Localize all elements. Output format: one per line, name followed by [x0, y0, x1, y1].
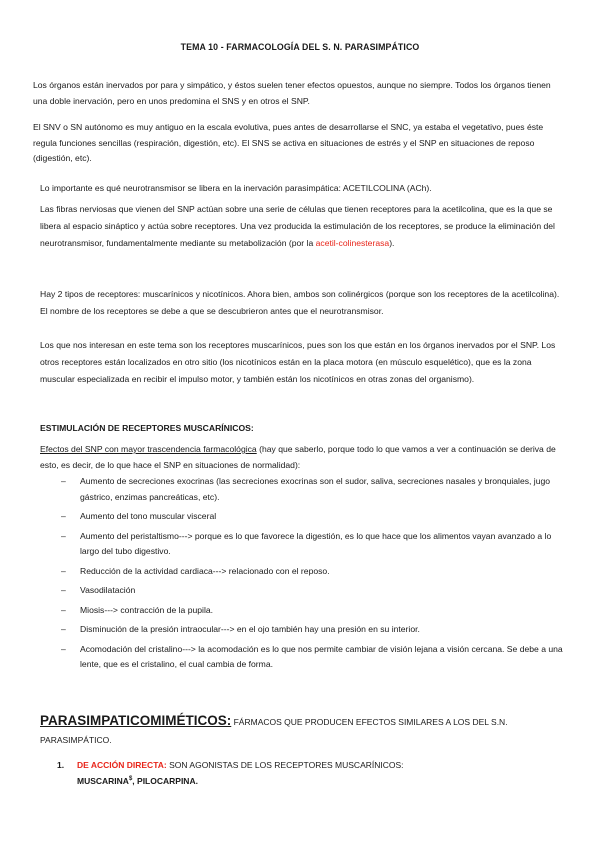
- list-item-text: Disminución de la presión intraocular---> en el ojo también hay una presión en su interior.: [80, 624, 420, 634]
- item-number: 1.: [57, 760, 65, 770]
- neurotransmitter-text-end: ).: [389, 238, 395, 248]
- effects-list: [40, 474, 565, 677]
- direct-action-text: SON AGONISTAS DE LOS RECEPTORES MUSCARÍNICOS:: [166, 760, 404, 770]
- list-item-text: Reducción de la actividad cardiaca---> relacionado con el reposo.: [80, 565, 330, 576]
- list-item: [40, 583, 565, 599]
- list-item: [40, 603, 565, 619]
- stimulation-intro: [40, 441, 565, 473]
- dash-bullet: –: [61, 643, 66, 654]
- dash-bullet: –: [61, 565, 66, 576]
- list-item-text: Miosis---> contracción de la pupila.: [80, 604, 214, 615]
- intro-paragraph-2: El SNV o SN autónomo es muy antiguo en la escala evolutiva, pues antes de desarrollarse el SNC, ya estaba el vegetativo, pues éste regula funciones sencillas (respiración, digestión, etc). El SNS se activa en situaciones de estrés y el SNP en situaciones de reposo (digestión, etc).: [33, 122, 544, 163]
- list-item: [40, 474, 565, 505]
- receptors-paragraph-2: Los que nos interesan en este tema son los receptores muscarínicos, pues son los que están en los órganos inervados por el SNP. Los otros receptores están localizados en otro sitio (los nicotínicos están en la placa motora (en músculo esquelético), que es la zona muscular especializada en recibir el impulso motor, y también están los nicotínicos en otras zonas del organismo).: [40, 340, 556, 384]
- enzyme-highlight: acetil-colinesterasa: [315, 238, 390, 248]
- list-item: [40, 564, 565, 580]
- dash-bullet: –: [61, 511, 66, 521]
- list-item: [40, 622, 565, 638]
- list-item: [40, 642, 565, 673]
- list-item-text: Vasodilatación: [80, 585, 136, 595]
- list-item-text: Acomodación del cristalino---> la acomodación es lo que nos permite cambiar de visión lejana a visión cercana. Se debe a una lente, que es el cristalino, el cual cambia de forma.: [80, 643, 563, 669]
- direct-action-label: DE ACCIÓN DIRECTA:: [77, 760, 167, 770]
- dash-bullet: –: [61, 585, 66, 595]
- page-title: TEMA 10 - FARMACOLOGÍA DEL S. N. PARASIMPÁTICO: [180, 42, 420, 52]
- neurotransmitter-paragraph-1: Lo importante es qué neurotransmisor se libera en la inervación parasimpática: ACETILCOLINA (ACh).: [40, 183, 432, 193]
- drug-superscript: $: [128, 776, 133, 783]
- parasympathomimetic-heading: [40, 712, 570, 749]
- list-item: [40, 529, 565, 560]
- list-item: [40, 509, 565, 525]
- parasympathomimetic-title: PARASIMPATICOMIMÉTICOS:: [40, 713, 232, 728]
- numbered-item-direct-action: [57, 757, 557, 789]
- dash-bullet: –: [61, 476, 66, 486]
- dash-bullet: –: [61, 530, 66, 541]
- drug-pilocarpina: , PILOCARPINA.: [132, 776, 198, 786]
- list-item-text: Aumento del peristaltismo---> porque es lo que favorece la digestión, es lo que hace que los alimentos vayan avanzado a lo largo del tubo digestivo.: [80, 530, 552, 556]
- effects-underlined: Efectos del SNP con mayor trascendencia farmacológica: [40, 444, 257, 454]
- list-item-text: Aumento de secreciones exocrinas (las secreciones exocrinas son el sudor, saliva, secreciones nasales y bronquiales, jugo gástrico, enzimas pancreáticas, etc).: [80, 476, 551, 502]
- effects-intro-text: (hay que saberlo, porque todo lo que vamos a ver a continuación se deriva de esto, es decir, de lo que hace el SNP en situaciones de normalidad):: [40, 444, 556, 470]
- dash-bullet: –: [61, 604, 66, 615]
- drug-muscarina: MUSCARINA: [77, 776, 129, 786]
- list-item-text: Aumento del tono muscular visceral: [80, 511, 217, 521]
- dash-bullet: –: [61, 624, 66, 634]
- neurotransmitter-text: Las fibras nerviosas que vienen del SNP actúan sobre una serie de células que tienen receptores para la acetilcolina, que es la que se libera al espacio sináptico y actúa sobre receptores. Una vez producida la estimulación de los receptores, se produce la eliminación del neurotransmisor, fundamentalmente mediante su metabolización (por la: [40, 204, 555, 248]
- receptors-paragraph-1: Hay 2 tipos de receptores: muscarínicos y nicotínicos. Ahora bien, ambos son colinérgicos (porque son los receptores de la acetilcolina). El nombre de los receptores se debe a que se descubrieron antes que el neurotransmisor.: [40, 289, 560, 316]
- intro-paragraph-1: Los órganos están inervados por para y simpático, y éstos suelen tener efectos opuestos, aunque no siempre. Todos los órganos tienen una doble inervación, pero en unos predomina el SNS y en otros el SNP.: [33, 80, 551, 106]
- stimulation-heading: ESTIMULACIÓN DE RECEPTORES MUSCARÍNICOS:: [40, 423, 254, 433]
- parasympathomimetic-description: FÁRMACOS QUE PRODUCEN EFECTOS SIMILARES A LOS DEL S.N. PARASIMPÁTICO.: [40, 717, 508, 745]
- neurotransmitter-paragraph-2: [40, 201, 565, 252]
